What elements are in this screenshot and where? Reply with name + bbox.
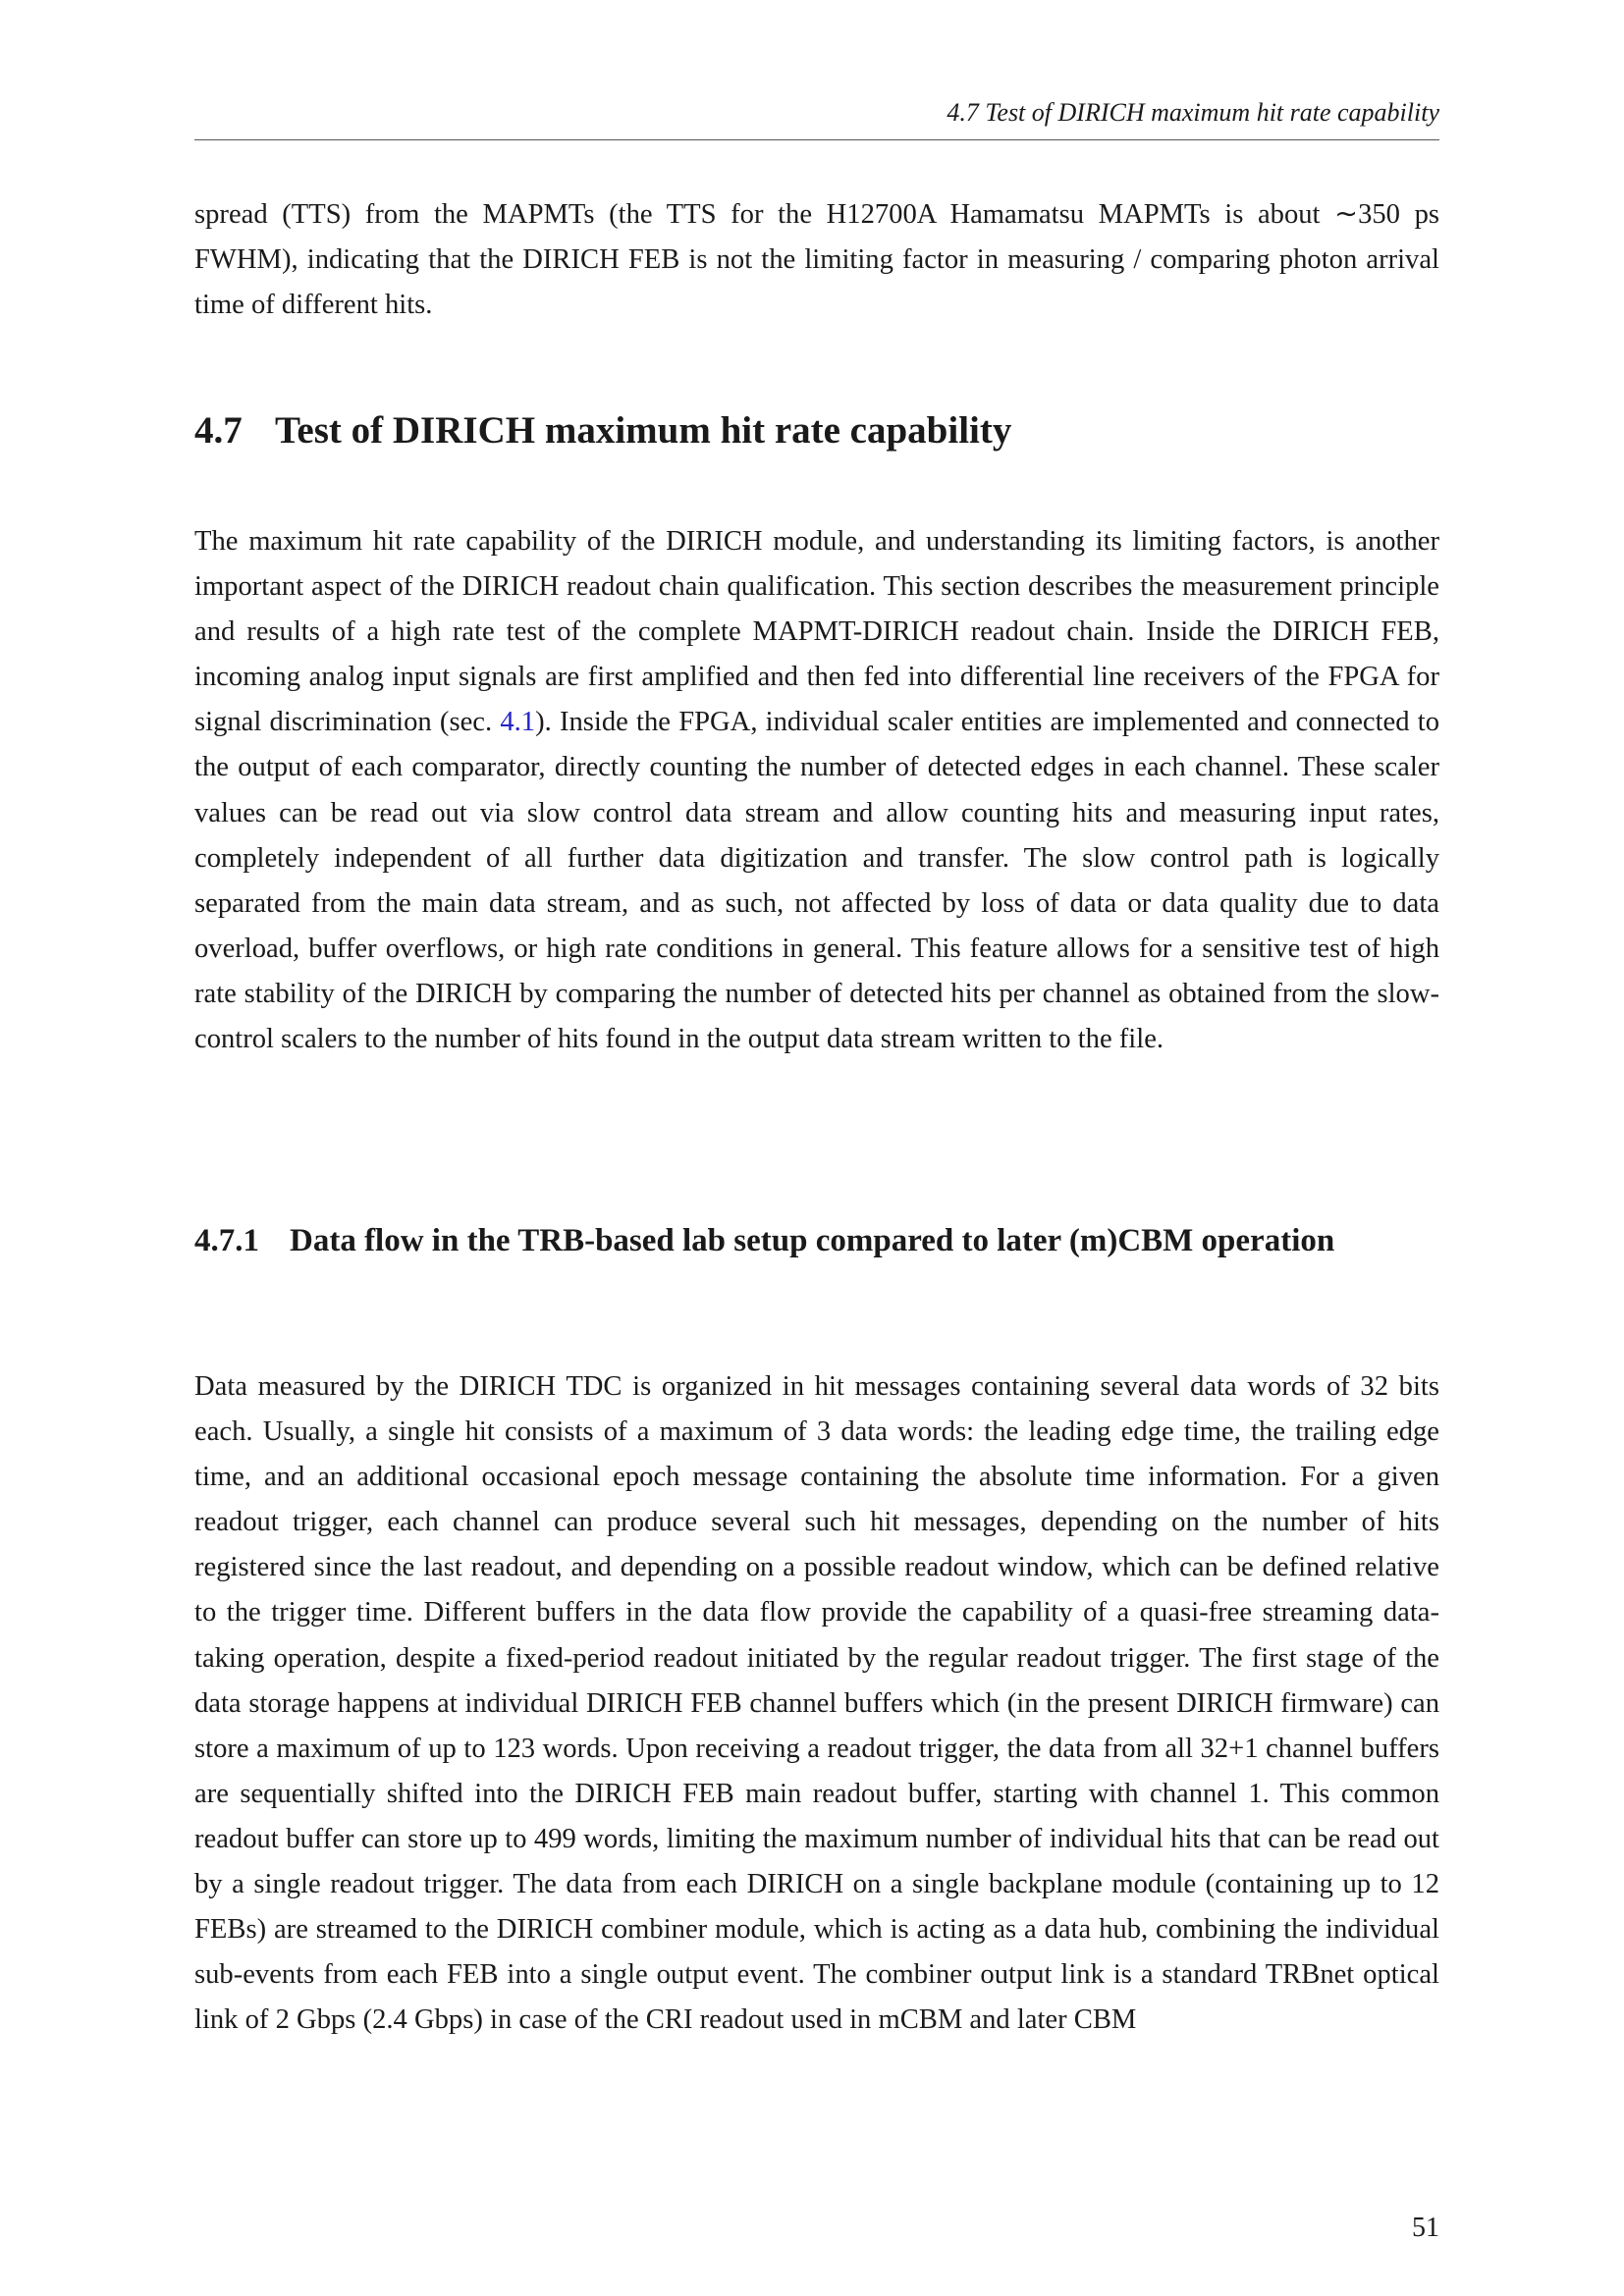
document-page	[194, 0, 1439, 2296]
running-header: 4.7 Test of DIRICH maximum hit rate capability	[947, 98, 1439, 127]
header-rule	[194, 139, 1439, 140]
subsection-number: 4.7.1	[194, 1223, 259, 1258]
intro-paragraph: spread (TTS) from the MAPMTs (the TTS for the H12700A Hamamatsu MAPMTs is about ∼350 ps FWHM), indicating that the DIRICH FEB is not the limiting factor in measuring / comparing photon arrival time of different hits.	[194, 199, 1439, 321]
section-paragraph-text-end: ). Inside the FPGA, individual scaler entities are implemented and connected to the output of each comparator, directly counting the number of detected edges in each channel. These scaler values can be read out via slow control data stream and allow counting hits and measuring input rates, completely independent of all further data digitization and transfer. The slow control path is logically separated from the main data stream, and as such, not affected by loss of data or data quality due to data overload, buffer overflows, or high rate conditions in general. This feature allows for a sensitive test of high rate stability of the DIRICH by comparing the number of detected hits per channel as obtained from the slow-control scalers to the number of hits found in the output data stream written to the file.	[194, 707, 1440, 1055]
section-paragraph	[194, 519, 1439, 1062]
section-number: 4.7	[194, 409, 243, 452]
subsection-heading	[194, 1218, 1439, 1264]
section-title: Test of DIRICH maximum hit rate capability	[275, 409, 1012, 452]
section-heading	[194, 406, 1011, 455]
subsection-title: Data flow in the TRB-based lab setup compared to later (m)CBM operation	[290, 1223, 1335, 1258]
section-paragraph-text-start: The maximum hit rate capability of the DIRICH module, and understanding its limiting factors, is another important aspect of the DIRICH readout chain qualification. This section describes the measurement principle and results of a high rate test of the complete MAPMT-DIRICH readout chain. Inside the DIRICH FEB, incoming analog input signals are first amplified and then fed into differential line receivers of the FPGA for signal discrimination (sec.	[194, 526, 1439, 738]
page-number: 51	[1412, 2213, 1439, 2243]
subsection-paragraph: Data measured by the DIRICH TDC is organized in hit messages containing several data words of 32 bits each. Usually, a single hit consists of a maximum of 3 data words: the leading edge time, the trailing edge time, and an additional occasional epoch message containing the absolute time information. For a given readout trigger, each channel can produce several such hit messages, depending on the number of hits registered since the last readout, and depending on a possible readout window, which can be defined relative to the trigger time. Different buffers in the data flow provide the capability of a quasi-free streaming data-taking operation, despite a fixed-period readout initiated by the regular readout trigger. The first stage of the data storage happens at individual DIRICH FEB channel buffers which (in the present DIRICH firmware) can store a maximum of up to 123 words. Upon receiving a readout trigger, the data from all 32+1 channel buffers are sequentially shifted into the DIRICH FEB main readout buffer, starting with channel 1. This common readout buffer can store up to 499 words, limiting the maximum number of individual hits that can be read out by a single readout trigger. The data from each DIRICH on a single backplane module (containing up to 12 FEBs) are streamed to the DIRICH combiner module, which is acting as a data hub, combining the individual sub-events from each FEB into a single output event. The combiner output link is a standard TRBnet optical link of 2 Gbps (2.4 Gbps) in case of the CRI readout used in mCBM and later CBM	[194, 1371, 1439, 2036]
section-reference-link[interactable]: 4.1	[500, 707, 536, 738]
